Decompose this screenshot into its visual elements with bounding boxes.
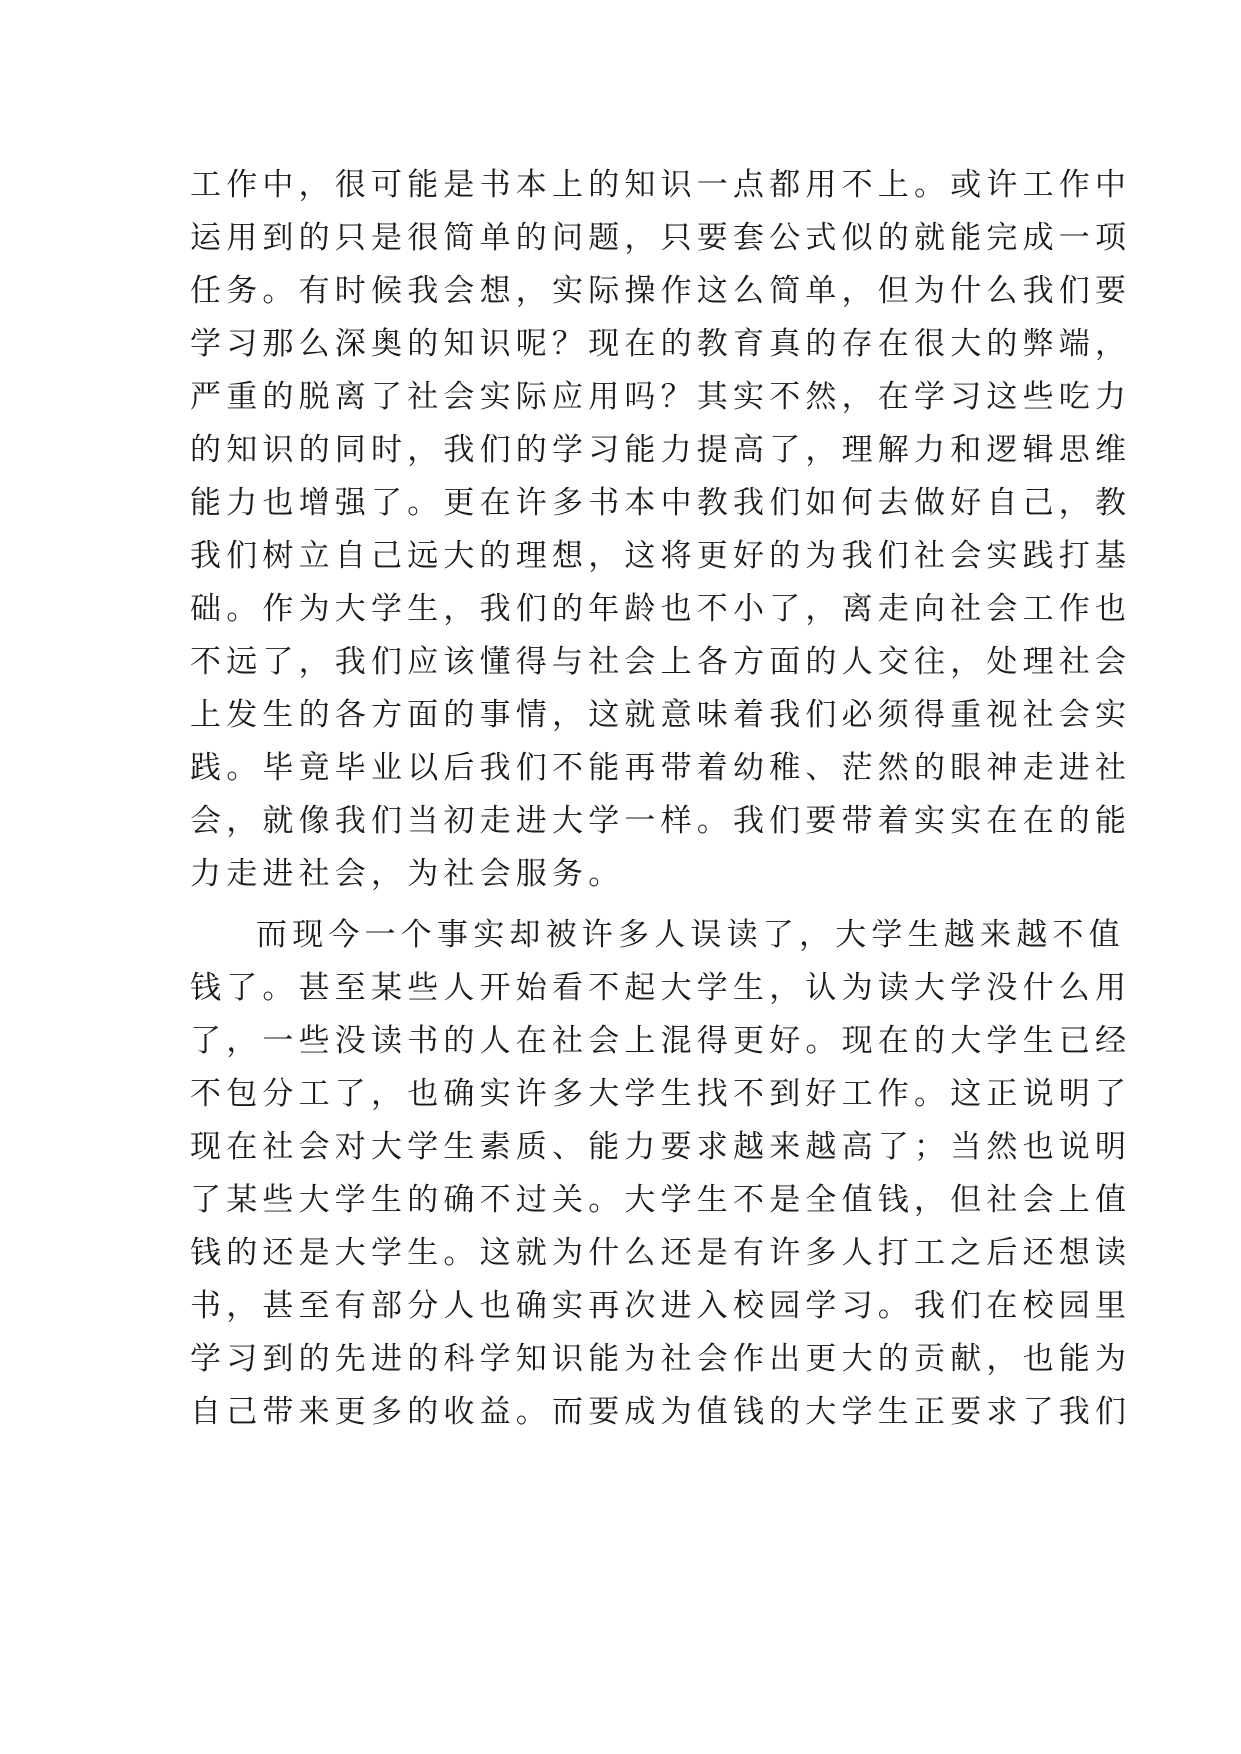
paragraph-1-line-2: 运用到的只是很简单的问题，只要套公式似的就能完成一项 [190, 220, 1132, 256]
paragraph-1-line-3: 任务。有时候我会想，实际操作这么简单，但为什么我们要 [190, 273, 1132, 309]
paragraph-2-line-4: 不包分工了，也确实许多大学生找不到好工作。这正说明了 [190, 1076, 1132, 1112]
paragraph-1-line-5: 严重的脱离了社会实际应用吗？其实不然，在学习这些吃力 [190, 379, 1132, 415]
paragraph-2-line-9: 学习到的先进的科学知识能为社会作出更大的贡献，也能为 [190, 1341, 1132, 1377]
paragraph-2-line-6: 了某些大学生的确不过关。大学生不是全值钱，但社会上值 [190, 1182, 1132, 1218]
paragraph-1-line-13: 会，就像我们当初走进大学一样。我们要带着实实在在的能 [190, 803, 1132, 839]
paragraph-1-line-1: 工作中，很可能是书本上的知识一点都用不上。或许工作中 [190, 167, 1132, 203]
paragraph-1-line-8: 我们树立自己远大的理想，这将更好的为我们社会实践打基 [190, 538, 1132, 574]
paragraph-gap [190, 901, 1070, 909]
paragraph-1-line-6: 的知识的同时，我们的学习能力提高了，理解力和逻辑思维 [190, 432, 1132, 468]
paragraph-1-line-4: 学习那么深奥的知识呢？现在的教育真的存在很大的弊端， [190, 326, 1132, 362]
paragraph-2-line-10: 自己带来更多的收益。而要成为值钱的大学生正要求了我们 [190, 1394, 1132, 1430]
paragraph-2-line-1: 而现今一个事实却被许多人误读了，大学生越来越不值 [256, 917, 1125, 953]
paragraph-1-line-11: 上发生的各方面的事情，这就意味着我们必须得重视社会实 [190, 697, 1132, 733]
paragraph-1-line-10: 不远了，我们应该懂得与社会上各方面的人交往，处理社会 [190, 644, 1132, 680]
paragraph-2-line-3: 了，一些没读书的人在社会上混得更好。现在的大学生已经 [190, 1023, 1132, 1059]
paragraph-2-line-7: 钱的还是大学生。这就为什么还是有许多人打工之后还想读 [190, 1235, 1132, 1271]
body-text [190, 159, 1132, 1439]
paragraph-2-line-8: 书，甚至有部分人也确实再次进入校园学习。我们在校园里 [190, 1288, 1132, 1324]
paragraph-2-line-2: 钱了。甚至某些人开始看不起大学生，认为读大学没什么用 [190, 970, 1132, 1006]
paragraph-1-line-12: 践。毕竟毕业以后我们不能再带着幼稚、茫然的眼神走进社 [190, 750, 1132, 786]
paragraph-1-line-14: 力走进社会，为社会服务。 [190, 856, 625, 892]
paragraph-2-line-5: 现在社会对大学生素质、能力要求越来越高了；当然也说明 [190, 1129, 1132, 1165]
paragraph-1-line-9: 础。作为大学生，我们的年龄也不小了，离走向社会工作也 [190, 591, 1132, 627]
paragraph-1-line-7: 能力也增强了。更在许多书本中教我们如何去做好自己，教 [190, 485, 1132, 521]
